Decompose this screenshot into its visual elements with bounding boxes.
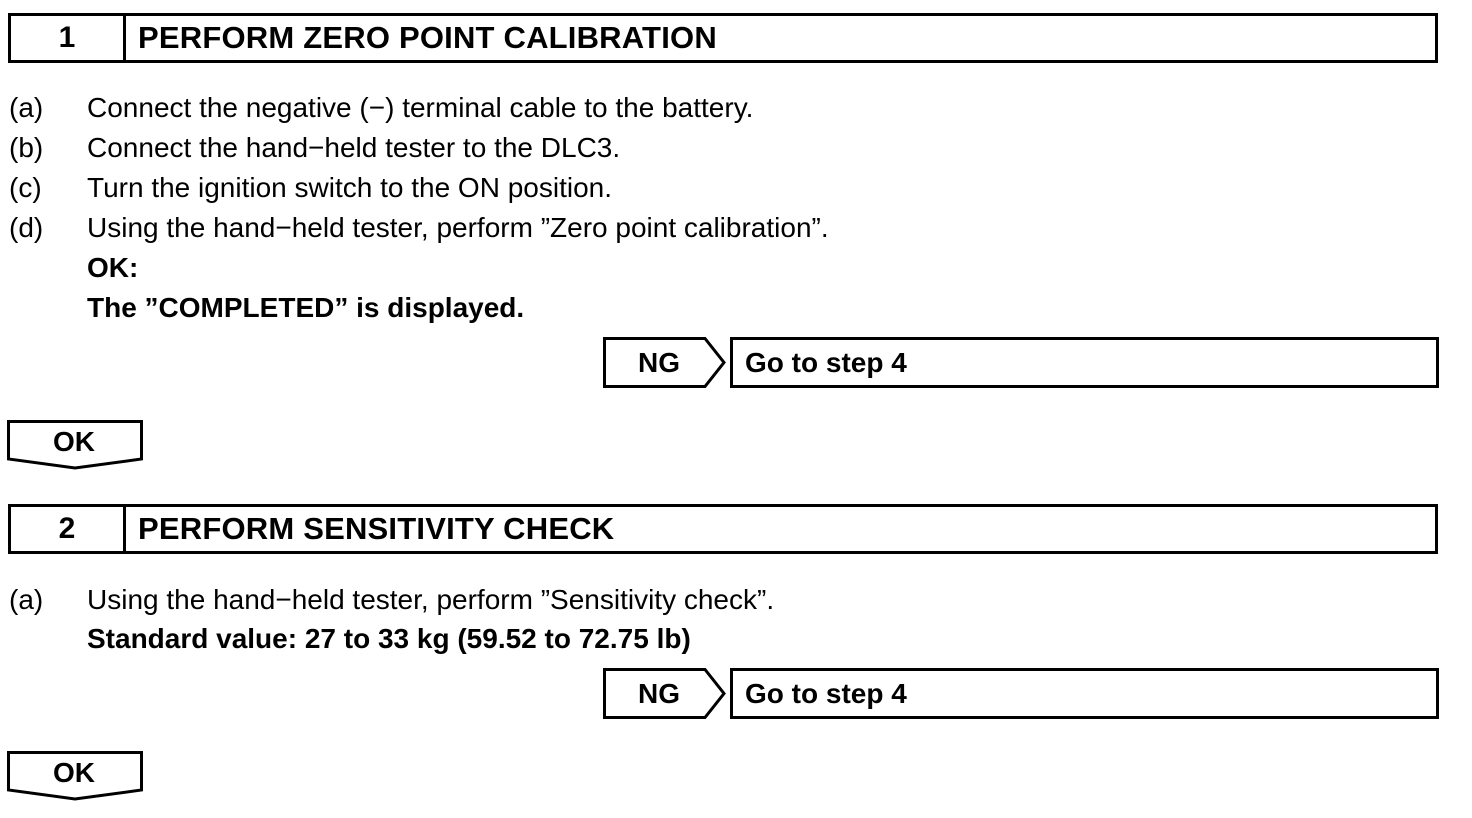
go-to-step-4-link[interactable]: Go to step 4 — [730, 668, 1439, 719]
item-text: Using the hand−held tester, perform ”Zero point calibration”. — [87, 212, 829, 243]
item-text: Connect the negative (−) terminal cable to the battery. — [87, 92, 754, 123]
step-1-ng-branch — [603, 337, 1439, 388]
step-2-title: PERFORM SENSITIVITY CHECK — [138, 511, 615, 546]
step-1-header — [8, 13, 1438, 63]
ok-label: OK — [53, 426, 95, 457]
ok-condition-text: The ”COMPLETED” is displayed. — [87, 292, 525, 323]
ng-label: NG — [638, 346, 680, 378]
ok-label: OK — [53, 757, 95, 788]
item-label: (a) — [9, 584, 44, 615]
ng-label: NG — [638, 677, 680, 709]
go-to-step-4-link[interactable]: Go to step 4 — [730, 337, 1439, 388]
step-2-number: 2 — [11, 507, 126, 551]
item-text: Connect the hand−held tester to the DLC3. — [87, 132, 621, 163]
step-2-ok-branch — [7, 751, 145, 801]
standard-value-text: Standard value: 27 to 33 kg (59.52 to 72.75 lb) — [87, 623, 691, 654]
item-label: (c) — [9, 172, 42, 203]
step-2-header — [8, 504, 1438, 554]
step-2-ng-branch — [603, 668, 1439, 719]
item-label: (b) — [9, 132, 44, 163]
step-1-number: 1 — [11, 16, 126, 60]
ok-heading-text: OK: — [87, 252, 139, 283]
step-1-ok-branch — [7, 420, 145, 470]
item-text: Turn the ignition switch to the ON position. — [87, 172, 612, 203]
item-text: Using the hand−held tester, perform ”Sensitivity check”. — [87, 584, 775, 615]
step-1-title: PERFORM ZERO POINT CALIBRATION — [138, 20, 717, 55]
item-label: (d) — [9, 212, 44, 243]
item-label: (a) — [9, 92, 44, 123]
